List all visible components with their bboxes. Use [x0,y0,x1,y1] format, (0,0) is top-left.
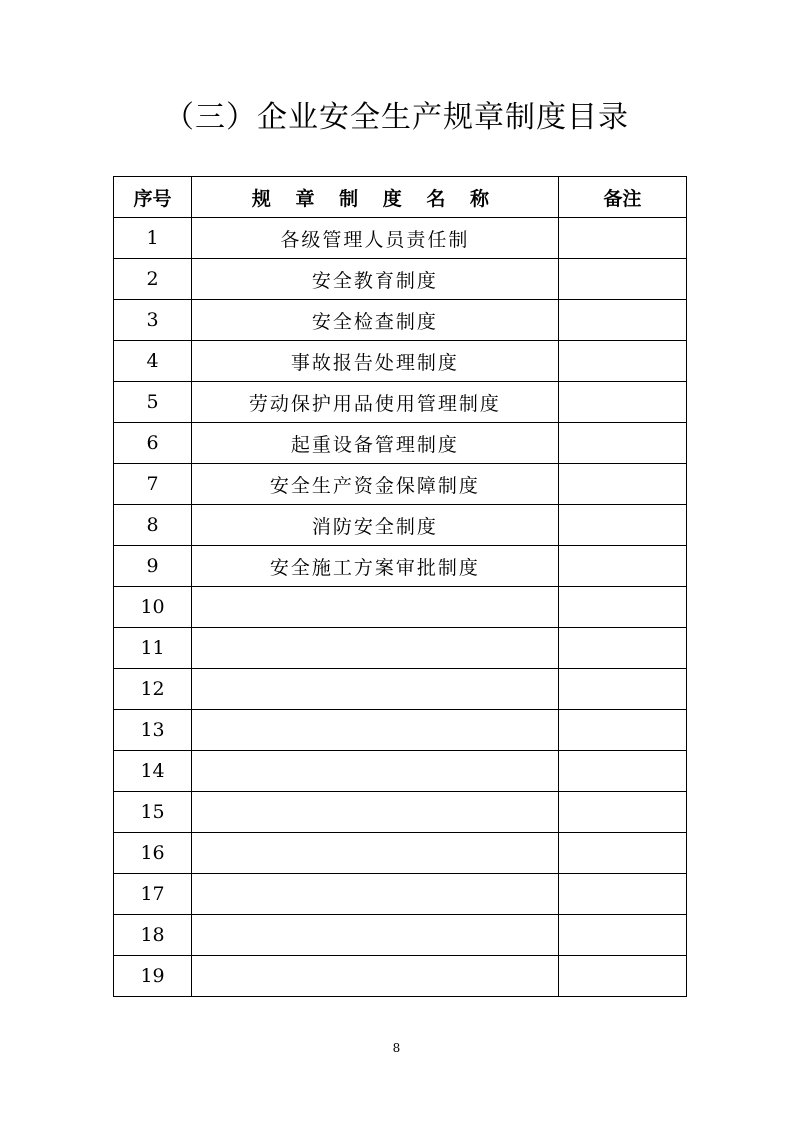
remark-cell [558,546,686,587]
remark-cell [558,341,686,382]
table-row [114,382,687,423]
table-row [114,628,687,669]
remark-cell [558,915,686,956]
table-row [114,423,687,464]
table-row [114,751,687,792]
remark-cell [558,956,686,997]
row-number: 7 [114,464,192,505]
remark-cell [558,259,686,300]
remark-cell [558,628,686,669]
remark-cell [558,505,686,546]
table-row [114,259,687,300]
regulation-name: 各级管理人员责任制 [192,218,559,259]
remark-cell [558,300,686,341]
regulation-name: 事故报告处理制度 [192,341,559,382]
table-body [114,218,687,997]
table-row [114,669,687,710]
regulation-name: 劳动保护用品使用管理制度 [192,382,559,423]
regulation-name [192,956,559,997]
regulations-table [113,176,687,997]
header-remarks: 备注 [558,177,686,218]
row-number: 11 [114,628,192,669]
row-number: 8 [114,505,192,546]
row-number: 12 [114,669,192,710]
regulation-name: 安全施工方案审批制度 [192,546,559,587]
table-row [114,792,687,833]
regulation-name: 安全教育制度 [192,259,559,300]
regulation-name [192,915,559,956]
remark-cell [558,464,686,505]
table-header-row [114,177,687,218]
table-row [114,710,687,751]
row-number: 13 [114,710,192,751]
regulation-name [192,751,559,792]
row-number: 18 [114,915,192,956]
remark-cell [558,792,686,833]
table-row [114,587,687,628]
remark-cell [558,587,686,628]
remark-cell [558,874,686,915]
regulation-name [192,874,559,915]
row-number: 5 [114,382,192,423]
table-row [114,546,687,587]
table-row [114,956,687,997]
table-row [114,341,687,382]
row-number: 6 [114,423,192,464]
regulation-name: 安全检查制度 [192,300,559,341]
regulation-name [192,628,559,669]
row-number: 3 [114,300,192,341]
regulation-name [192,587,559,628]
remark-cell [558,423,686,464]
row-number: 10 [114,587,192,628]
remark-cell [558,669,686,710]
header-serial-number: 序号 [114,177,192,218]
remark-cell [558,710,686,751]
remark-cell [558,218,686,259]
table-row [114,505,687,546]
remark-cell [558,751,686,792]
row-number: 15 [114,792,192,833]
table-row [114,915,687,956]
row-number: 17 [114,874,192,915]
row-number: 16 [114,833,192,874]
regulation-name [192,833,559,874]
row-number: 1 [114,218,192,259]
table-row [114,300,687,341]
regulation-name: 消防安全制度 [192,505,559,546]
regulation-name [192,710,559,751]
row-number: 9 [114,546,192,587]
remark-cell [558,382,686,423]
row-number: 14 [114,751,192,792]
regulation-name [192,792,559,833]
table-row [114,874,687,915]
remark-cell [558,833,686,874]
regulation-name: 起重设备管理制度 [192,423,559,464]
page-number: 8 [392,1041,401,1055]
table-row [114,464,687,505]
row-number: 2 [114,259,192,300]
regulation-name [192,669,559,710]
table-row [114,833,687,874]
table-row [114,218,687,259]
row-number: 4 [114,341,192,382]
regulation-name: 安全生产资金保障制度 [192,464,559,505]
row-number: 19 [114,956,192,997]
page-title: （三）企业安全生产规章制度目录 [164,100,629,135]
header-regulation-name: 规 章 制 度 名 称 [192,177,559,218]
